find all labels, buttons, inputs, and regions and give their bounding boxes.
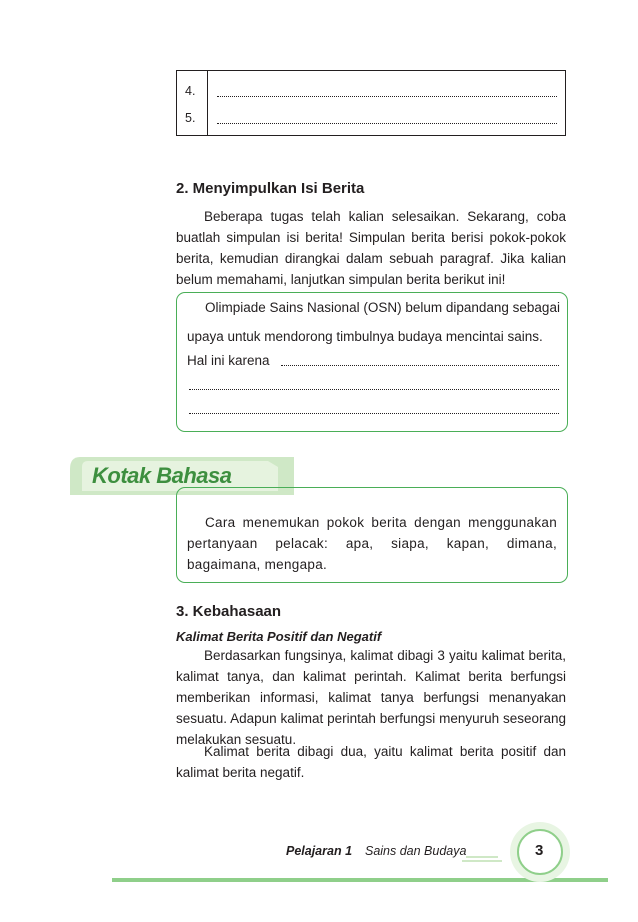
section-heading-3: 3. Kebahasaan bbox=[176, 603, 282, 620]
answer-line-5[interactable] bbox=[217, 113, 557, 124]
summary-answer-line-3[interactable] bbox=[189, 403, 559, 414]
footer-decoration bbox=[0, 820, 638, 922]
summary-box bbox=[176, 292, 568, 432]
page-number: 3 bbox=[535, 842, 544, 859]
footer-lesson: Pelajaran 1 bbox=[286, 844, 353, 858]
kotak-bahasa-text: Cara menemukan pokok berita dengan menggunakan pertanyaan pelacak: apa, siapa, kapan, dimana, bagaimana, mengapa. bbox=[187, 515, 557, 572]
summary-line-3-label: Hal ini karena bbox=[187, 353, 270, 368]
kotak-bahasa-title: Kotak Bahasa bbox=[92, 463, 232, 488]
section-2-paragraph: Beberapa tugas telah kalian selesaikan. Sekarang, coba buatlah simpulan isi berita! Simpulan berita berisi pokok-pokok berita, kemudian dirangkai dalam sebuah paragraf. Jika kalian belum memahami, lanjutkan simpulan berita berikut ini! bbox=[176, 209, 566, 287]
summary-answer-line-2[interactable] bbox=[189, 379, 559, 390]
answer-table bbox=[176, 70, 566, 136]
footer-subject: Sains dan Budaya bbox=[364, 844, 467, 858]
footer-label bbox=[286, 844, 466, 858]
summary-line-1: Olimpiade Sains Nasional (OSN) belum dipandang sebagai bbox=[205, 300, 560, 315]
summary-answer-line-1[interactable] bbox=[281, 355, 559, 366]
section-3-paragraph-1: Berdasarkan fungsinya, kalimat dibagi 3 yaitu kalimat berita, kalimat tanya, dan kalimat perintah. Kalimat berita berfungsi memberikan informasi, kalimat tanya berfungsi menanyakan sesuatu. Adapun kalimat perintah berfungsi menyuruh seseorang melakukan sesuatu. bbox=[176, 648, 566, 747]
section-3-paragraph-2: Kalimat berita dibagi dua, yaitu kalimat berita positif dan kalimat berita negatif. bbox=[176, 744, 566, 780]
table-row-number: 4. bbox=[185, 84, 196, 98]
table-divider bbox=[207, 71, 208, 135]
section-heading-2: 2. Menyimpulkan Isi Berita bbox=[176, 180, 365, 197]
kotak-bahasa-box bbox=[176, 487, 568, 583]
section-3-subheading: Kalimat Berita Positif dan Negatif bbox=[176, 629, 382, 644]
answer-line-4[interactable] bbox=[217, 86, 557, 97]
summary-line-2: upaya untuk mendorong timbulnya budaya mencintai sains. bbox=[187, 329, 543, 344]
table-row-number: 5. bbox=[185, 111, 196, 125]
